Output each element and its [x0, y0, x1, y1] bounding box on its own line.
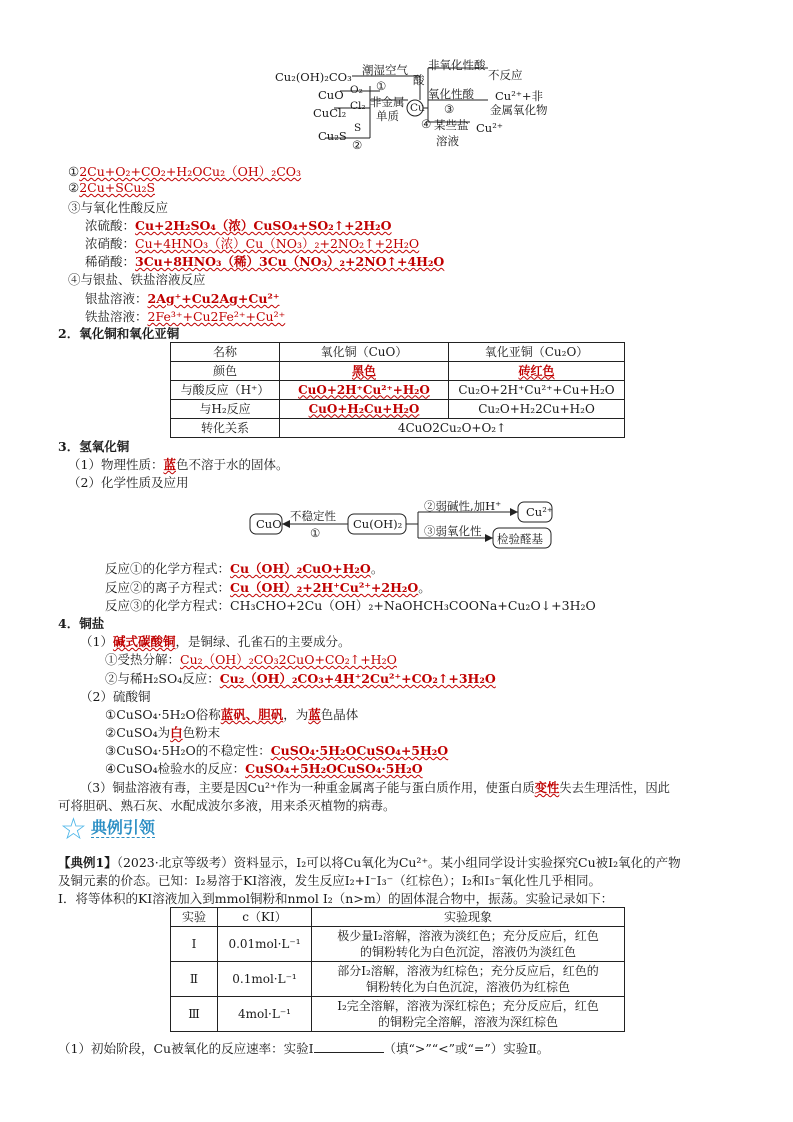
- diagram-c1: ①: [310, 526, 321, 540]
- table-row: [171, 927, 625, 962]
- example-source: （2023·北京等级考）: [116, 855, 234, 870]
- diagram-label-cl2: Cl₂: [350, 100, 366, 112]
- eq1-equation: Cu（OH）₂CuO+H₂O: [230, 561, 371, 576]
- reaction-2: [68, 180, 155, 195]
- diagram-some-salts: 某些盐: [434, 118, 469, 132]
- reaction-3-title: ③与氧化性酸反应: [68, 200, 169, 215]
- cell: Cu₂O+H₂2Cu+H₂O: [449, 400, 625, 419]
- reaction-4-title: ④与银盐、铁盐溶液反应: [68, 272, 206, 287]
- diagram-cuo-box: CuO: [256, 517, 282, 531]
- copper-salt-p1: [80, 632, 350, 650]
- reaction-4b-equation: 2Fe³⁺+Cu2Fe²⁺+Cu²⁺: [147, 309, 286, 324]
- diagram-cu2-ion: Cu²⁺: [476, 121, 503, 135]
- diagram-solution: 溶液: [436, 134, 459, 148]
- p1a-label: ①受热分解：: [105, 652, 181, 667]
- cu2o-color: 砖红色: [518, 363, 555, 378]
- section-3-title: 3．氢氧化铜: [58, 439, 130, 454]
- copper-salt-p3-line2: 可将胆矾、熟石灰、水配成波尔多液，用来杀灭植物的病毒。: [58, 798, 396, 813]
- p2d-label: ④CuSO₄检验水的反应：: [105, 761, 246, 776]
- eq2-label: 反应②的离子方程式：: [105, 580, 231, 595]
- reaction-3c: [85, 252, 444, 270]
- table-row: [171, 400, 625, 419]
- copper-sulfate-b: [105, 723, 220, 741]
- reaction-3b-label: 浓硝酸：: [85, 236, 136, 251]
- table-row: [171, 997, 625, 1032]
- p3-text-a: （3）铜盐溶液有毒，主要是因Cu²⁺作为一种重金属离子能与蛋白质作用，使蛋白质: [80, 781, 535, 795]
- diagram-cucl2: CuCl₂: [313, 106, 347, 120]
- p2a-color: 蓝: [308, 707, 321, 722]
- exp-concentration: 0.01mol·L⁻¹: [218, 927, 312, 962]
- diagram-label-humid-air: 潮湿空气: [362, 63, 408, 77]
- p2c-label: ③CuSO₄·5H₂O的不稳定性：: [105, 743, 271, 758]
- copper-salt-p3-line1: [80, 778, 670, 796]
- cell: 4CuO2Cu₂O+O₂↑: [280, 419, 625, 438]
- row-label: 颜色: [171, 362, 280, 381]
- exp-concentration: 0.1mol·L⁻¹: [218, 962, 312, 997]
- exp-concentration: 4mol·L⁻¹: [218, 997, 312, 1032]
- reaction-2-prefix: ②: [68, 180, 80, 195]
- reaction-3b-equation: Cu+4HNO₃（浓）Cu（NO₃）₂+2NO₂↑+2H₂O: [135, 236, 420, 251]
- exp-id: Ⅱ: [171, 962, 218, 997]
- example-line3: I．将等体积的KI溶液加入到mmol铜粉和nmol I₂（n>m）的固体混合物中，振荡。实验记录如下：: [58, 891, 614, 906]
- cuo-color: 黑色: [351, 363, 376, 378]
- experiment-table: [170, 907, 625, 1032]
- diagram-metal-oxide: 金属氧化物: [490, 103, 548, 117]
- exp-phenomenon: [312, 962, 625, 997]
- copper-sulfate-a: [105, 705, 358, 723]
- table-row: [171, 419, 625, 438]
- p2a-label: ①CuSO₄·5H₂O俗称: [105, 707, 221, 722]
- question-1-text-b: （填“>”“<”或“=”）实验Ⅱ。: [383, 1041, 550, 1056]
- exp-id: Ⅲ: [171, 997, 218, 1032]
- cuoh2-chemical: （2）化学性质及应用: [68, 475, 189, 490]
- table-row: [171, 381, 625, 400]
- reaction-3a: [85, 216, 392, 234]
- p3-text-b: 失去生理活性，因此: [559, 781, 670, 795]
- exp-phenomenon: [312, 997, 625, 1032]
- diagram-cu2-nonmetal: Cu²⁺+非: [495, 89, 544, 103]
- question-1: [58, 1039, 549, 1057]
- eq3-label: 反应③的化学方程式：: [105, 598, 231, 613]
- phys-color: 蓝: [163, 457, 176, 472]
- cell: [280, 381, 449, 400]
- diagram-cu2oh2co3: Cu₂(OH)₂CO₃: [275, 70, 352, 84]
- eq1-end: 。: [370, 561, 384, 576]
- answer-blank[interactable]: [314, 1040, 384, 1053]
- diagram-cuo: CuO: [318, 88, 344, 102]
- p3-denature: 变性: [534, 780, 560, 795]
- section-4-title: 4．铜盐: [58, 616, 105, 631]
- diagram-aldehyde-box: 检验醛基: [497, 532, 543, 546]
- diagram-acid: 酸: [413, 73, 425, 87]
- phenomenon-line2: 的铜粉完全溶解，溶液为深红棕色: [377, 1015, 558, 1029]
- header-cu2o: 氧化亚铜（Cu₂O）: [449, 343, 625, 362]
- reaction-3c-label: 稀硝酸：: [85, 254, 136, 269]
- diagram-cuoh2-box: Cu(OH)₂: [353, 517, 403, 531]
- diagram-label-nonmetal: 非金属: [370, 95, 405, 109]
- section-2-title: 2．氧化铜和氧化亚铜: [58, 326, 180, 341]
- reaction-3b: [85, 234, 419, 252]
- example-line2: 及铜元素的价态。已知：I₂易溶于KI溶液，发生反应I₂+I⁻I₃⁻（红棕色）；I₂和I₃⁻氧化性几乎相同。: [58, 873, 601, 888]
- reaction-1: [68, 162, 301, 180]
- phenomenon-line1: I₂完全溶解，溶液为深红棕色；充分反应后，红色: [337, 999, 599, 1013]
- eq2-end: 。: [418, 580, 431, 595]
- example-heading-text: 典例引领: [90, 818, 155, 837]
- copper-sulfate-d: [105, 759, 423, 777]
- phenomenon-line1: 部分I₂溶解，溶液为红棕色；充分反应后，红色的: [337, 964, 599, 978]
- row-label: 与酸反应（H⁺）: [171, 381, 280, 400]
- table-row: [171, 362, 625, 381]
- reaction-4a: [85, 289, 279, 307]
- reaction-4a-equation: 2Ag⁺+Cu2Ag+Cu²⁺: [147, 291, 280, 306]
- cuoh2-physical: [68, 455, 289, 473]
- reaction-3a-label: 浓硫酸：: [85, 218, 136, 233]
- diagram-nonox-acid: 非氧化性酸: [428, 58, 486, 72]
- p1b-label: ②与稀H₂SO₄反应：: [105, 671, 220, 686]
- reaction-1-equation: 2Cu+O₂+CO₂+H₂OCu₂（OH）₂CO₃: [79, 164, 302, 179]
- diagram-label-2: ②: [352, 138, 363, 152]
- diagram-cu2-box: Cu²⁺: [526, 505, 553, 519]
- cuoh2-eq2: [105, 578, 431, 596]
- reaction-3a-equation: Cu+2H₂SO₄（浓）CuSO₄+SO₂↑+2H₂O: [135, 218, 392, 233]
- cuoh2-eq1: [105, 559, 383, 577]
- example-line1: [58, 853, 681, 871]
- cuo-acid: CuO+2H⁺Cu²⁺+H₂O: [298, 382, 430, 397]
- row-label: 与H₂反应: [171, 400, 280, 419]
- example-tag: 【典例1】: [58, 855, 117, 870]
- exp-id: Ⅰ: [171, 927, 218, 962]
- cuo-h2: CuO+H₂Cu+H₂O: [308, 401, 420, 416]
- header-experiment: 实验: [171, 908, 218, 927]
- p1a-equation: Cu₂（OH）₂CO₃2CuO+CO₂↑+H₂O: [180, 652, 397, 667]
- header-cuo: 氧化铜（CuO）: [280, 343, 449, 362]
- example-heading: [60, 812, 155, 847]
- eq3-equation: CH₃CHO+2Cu（OH）₂+NaOHCH₃COONa+Cu₂O↓+3H₂O: [230, 598, 596, 613]
- p1-name: 碱式碳酸铜: [112, 634, 176, 649]
- p2a-mid: ，为: [283, 707, 309, 722]
- phenomenon-line2: 的铜粉转化为白色沉淀，溶液仍为淡红色: [359, 945, 576, 959]
- reaction-4b-label: 铁盐溶液：: [85, 309, 148, 324]
- reaction-1-prefix: ①: [68, 164, 80, 179]
- diagram-center-cu: Cu: [410, 102, 425, 114]
- diagram-weakox: ③弱氧化性: [424, 524, 482, 538]
- cuoh2-eq3: [105, 596, 596, 614]
- row-label: 转化关系: [171, 419, 280, 438]
- cell: [280, 400, 449, 419]
- phys-prefix: （1）物理性质：: [68, 457, 164, 472]
- oxide-table: [170, 342, 625, 438]
- phys-rest: 色不溶于水的固体。: [175, 457, 289, 472]
- phenomenon-line1: 极少量I₂溶解，溶液为淡红色；充分反应后，红色: [337, 929, 599, 943]
- diagram-label-s: S: [354, 122, 362, 134]
- diagram-cu2s: Cu₂S: [318, 129, 347, 143]
- header-phenomenon: 实验现象: [312, 908, 625, 927]
- header-name: 名称: [171, 343, 280, 362]
- diagram-label-3: ③: [444, 102, 455, 116]
- reaction-4b: [85, 307, 285, 325]
- copper-salt-p1b: [105, 669, 496, 687]
- p2c-equation: CuSO₄·5H₂OCuSO₄+5H₂O: [270, 743, 449, 758]
- p2b-label: ②CuSO₄为: [105, 725, 171, 740]
- p1-prefix: （1）: [80, 634, 113, 649]
- copper-sulfate-c: [105, 741, 448, 759]
- copper-sulfate-title: （2）硫酸铜: [80, 689, 151, 704]
- p2b-color: 白: [170, 725, 183, 740]
- diagram-no-reaction: 不反应: [488, 68, 523, 82]
- table-row: [171, 908, 625, 927]
- diagram-unstable: 不稳定性: [290, 509, 336, 523]
- reaction-3c-equation: 3Cu+8HNO₃（稀）3Cu（NO₃）₂+2NO↑+4H₂O: [135, 254, 445, 269]
- exp-phenomenon: [312, 927, 625, 962]
- diagram-label-o2: O₂: [350, 84, 363, 96]
- example-text1: 资料显示，I₂可以将Cu氧化为Cu²⁺。某小组同学设计实验探究Cu被I₂氧化的产物: [233, 855, 681, 870]
- question-1-text-a: （1）初始阶段，Cu被氧化的反应速率：实验Ⅰ: [58, 1041, 314, 1056]
- cell: Cu₂O+2H⁺Cu²⁺+Cu+H₂O: [449, 381, 625, 400]
- p2a-end: 色晶体: [320, 707, 359, 722]
- star-icon: ☆: [60, 812, 87, 847]
- eq1-label: 反应①的化学方程式：: [105, 561, 231, 576]
- reaction-4a-label: 银盐溶液：: [85, 291, 148, 306]
- phenomenon-line2: 铜粉转化为白色沉淀，溶液仍为红棕色: [365, 980, 570, 994]
- diagram-weakbase: ②弱碱性,加H⁺: [424, 499, 502, 513]
- diagram-label-4: ④: [421, 117, 432, 131]
- reaction-2-equation: 2Cu+SCu₂S: [79, 180, 156, 195]
- p2d-equation: CuSO₄+5H₂OCuSO₄·5H₂O: [245, 761, 423, 776]
- diagram-label-1: ①: [376, 79, 387, 93]
- table-row: [171, 962, 625, 997]
- table-row: [171, 343, 625, 362]
- p1b-equation: Cu₂（OH）₂CO₃+4H⁺2Cu²⁺+CO₂↑+3H₂O: [219, 671, 496, 686]
- cell: [280, 362, 449, 381]
- cell: [449, 362, 625, 381]
- diagram-ox-acid: 氧化性酸: [428, 87, 474, 101]
- copper-salt-p1a: [105, 650, 397, 668]
- p1-rest: ，是铜绿、孔雀石的主要成分。: [175, 634, 351, 649]
- eq2-equation: Cu（OH）₂+2H⁺Cu²⁺+2H₂O: [230, 580, 419, 595]
- header-concentration: c（KI）: [218, 908, 312, 927]
- p2b-end: 色粉末: [182, 725, 221, 740]
- p2a-name: 蓝矾、胆矾: [220, 707, 284, 722]
- diagram-label-element: 单质: [376, 109, 399, 123]
